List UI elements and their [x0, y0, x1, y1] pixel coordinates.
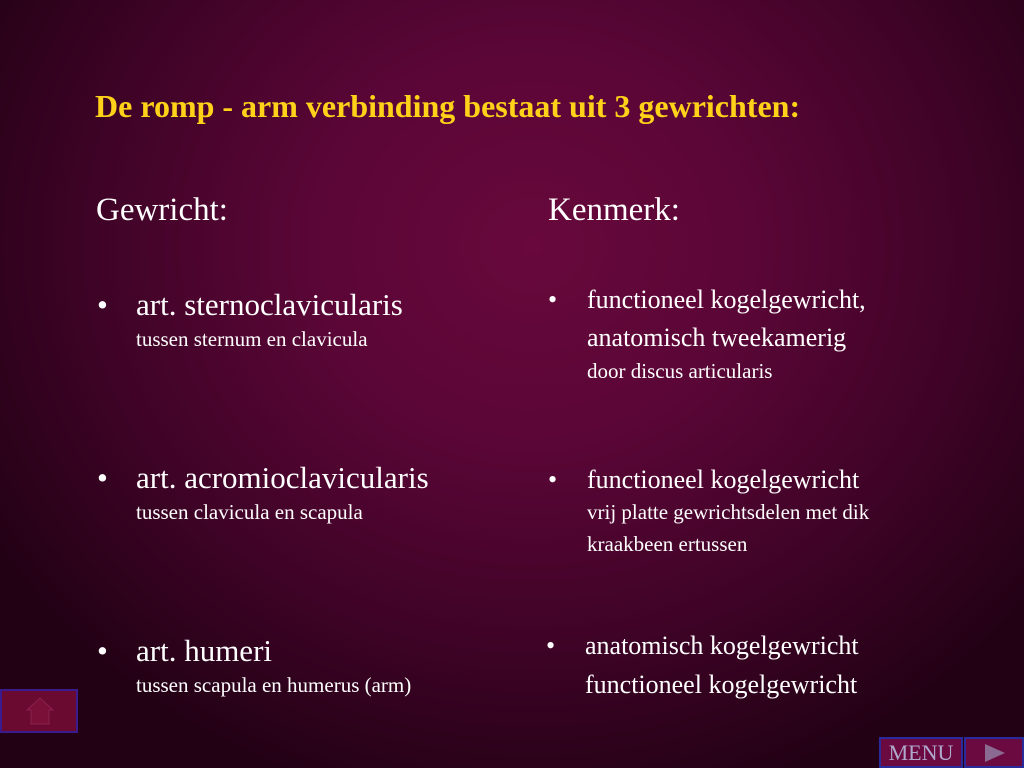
home-button[interactable]: [0, 689, 78, 733]
joint-description: tussen scapula en humerus (arm): [136, 673, 412, 697]
characteristic-line: functioneel kogelgewricht: [587, 465, 860, 494]
bullet: •: [548, 285, 558, 314]
joint-item: [97, 458, 429, 526]
next-slide-button[interactable]: [964, 737, 1024, 768]
bullet: •: [97, 633, 108, 668]
characteristic-item: [548, 461, 869, 559]
characteristic-item: [546, 627, 859, 705]
joint-name: art. sternoclavicularis: [136, 287, 403, 322]
characteristic-line: anatomisch kogelgewricht: [585, 631, 859, 660]
characteristic-line: functioneel kogelgewricht: [585, 670, 858, 699]
bullet: •: [97, 287, 108, 322]
characteristic-item: [548, 281, 866, 385]
characteristic-note: vrij platte gewrichtsdelen met dik: [587, 500, 870, 524]
characteristic-note: door discus articularis: [587, 359, 773, 383]
bullet: •: [546, 631, 556, 660]
slide-title: De romp - arm verbinding bestaat uit 3 gewrichten:: [95, 88, 801, 124]
bullet: •: [548, 465, 558, 494]
characteristic-column-heading: Kenmerk:: [548, 192, 680, 228]
joint-name: art. humeri: [136, 633, 273, 668]
joint-name: art. acromioclavicularis: [136, 460, 429, 495]
joint-description: tussen clavicula en scapula: [136, 500, 363, 524]
characteristic-line: anatomisch tweekamerig: [587, 323, 847, 352]
joint-column-heading: Gewricht:: [96, 192, 228, 228]
joint-item: [97, 631, 411, 699]
joint-description: tussen sternum en clavicula: [136, 327, 368, 351]
play-right-icon: [983, 743, 1007, 763]
joint-item: [97, 285, 403, 353]
menu-button[interactable]: [879, 737, 963, 768]
bullet: •: [97, 460, 108, 495]
menu-label: MENU: [888, 740, 954, 765]
characteristic-line: functioneel kogelgewricht,: [587, 285, 866, 314]
characteristic-note: kraakbeen ertussen: [587, 532, 748, 556]
home-icon: [25, 696, 55, 726]
